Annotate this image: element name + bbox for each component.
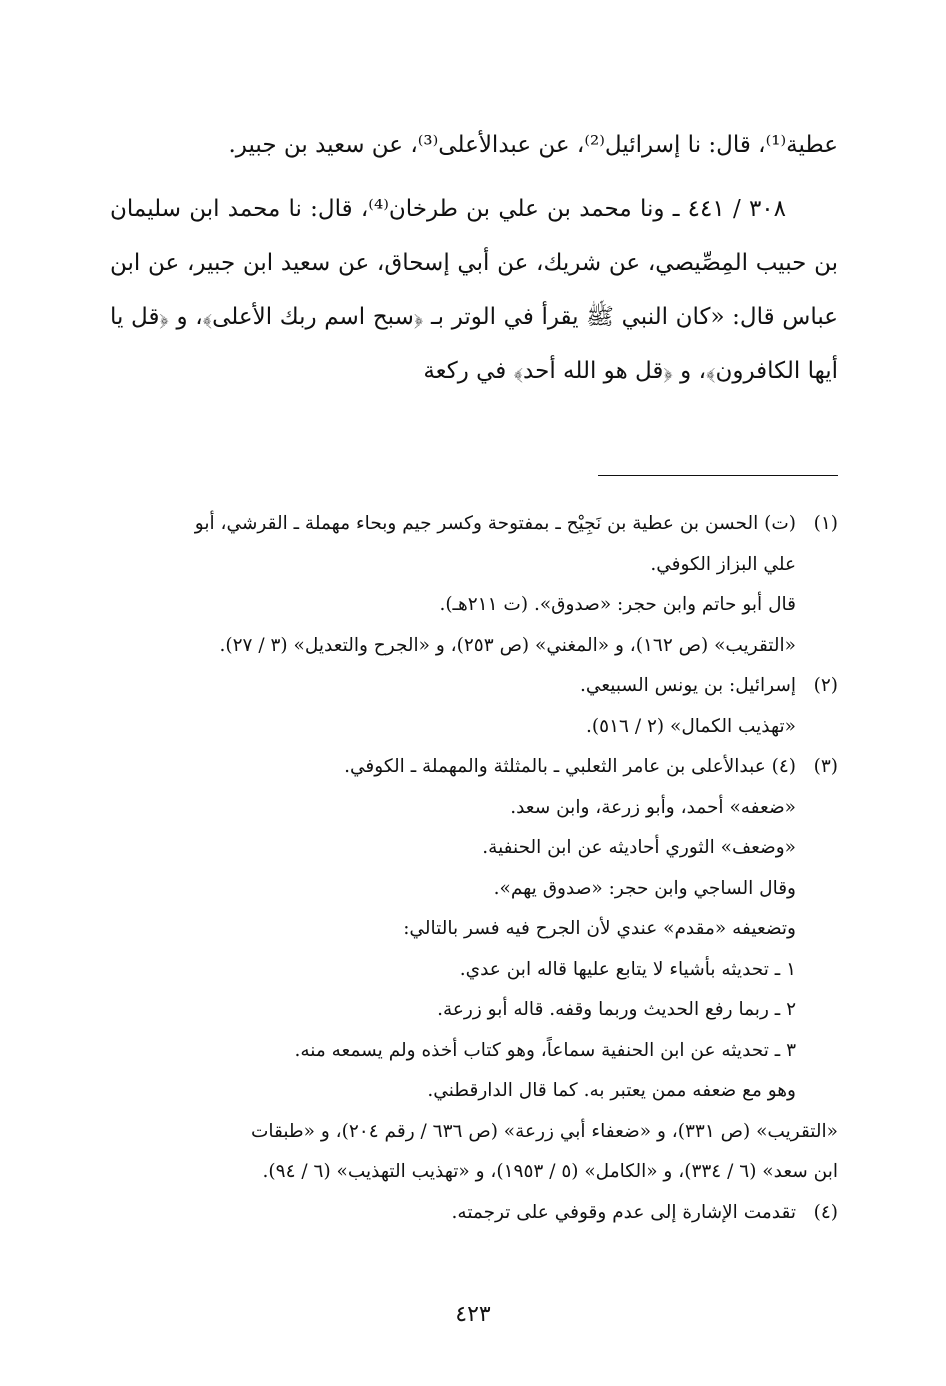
footnote-line: وهو مع ضعفه ممن يعتبر به. كما قال الدارقطني. bbox=[427, 1080, 796, 1101]
footnote-line: إسرائيل: بن يونس السبيعي. bbox=[580, 675, 796, 696]
page-number: ٤٢٣ bbox=[455, 1302, 491, 1327]
footnote-2 bbox=[110, 666, 838, 747]
footnote-line: «التقريب» (ص ٣٣١)، و «ضعفاء أبي زرعة» (ص ٦٣٦ / رقم ٢٠٤)، و «طبقات bbox=[250, 1120, 838, 1142]
footnote-line: ابن سعد» (٦ / ٣٣٤)، و «الكامل» (٥ / ١٩٥٣)، و «تهذيب التهذيب» (٦ / ٩٤). bbox=[262, 1161, 838, 1182]
footnote-number: (٢) bbox=[813, 675, 838, 696]
footnotes bbox=[110, 504, 838, 1233]
main-text bbox=[110, 118, 838, 398]
footnote-number: (١) bbox=[813, 513, 838, 534]
footnote-number: (٣) bbox=[813, 756, 838, 777]
footnote-line: «ضعفه» أحمد، وأبو زرعة، وابن سعد. bbox=[510, 796, 796, 818]
footnote-line: علي البزاز الكوفي. bbox=[650, 553, 796, 575]
footnote-separator bbox=[598, 475, 838, 476]
footnote-line: ١ ـ تحديثه بأشياء لا يتابع عليها قاله ابن عدي. bbox=[459, 958, 796, 980]
footnote-line: وتضعيفه «مقدم» عندي لأن الجرح فيه فسر بالتالي: bbox=[403, 918, 796, 939]
footnote-line: تقدمت الإشارة إلى عدم وقوفي على ترجمته. bbox=[451, 1201, 796, 1223]
footnote-1 bbox=[110, 504, 838, 666]
footnote-line: (٤) عبدالأعلى بن عامر الثعلبي ـ بالمثلثة والمهملة ـ الكوفي. bbox=[344, 756, 796, 777]
hadith-paragraph: ٣٠٨ / ٤٤١ ـ ونا محمد بن علي بن طرخان⁽⁴⁾، قال: نا محمد ابن سليمان بن حبيب المِصِّيصي، عن شريك، عن أبي إسحاق، عن سعيد ابن جبير، عن ابن عباس قال: «كان النبي ﷺ يقرأ في الوتر بـ ﴿سبح اسم ربك الأعلى﴾، و ﴿قل يا أيها الكافرون﴾، و ﴿قل هو الله أحد﴾ في ركعة bbox=[110, 196, 838, 384]
main-text-line1: عطية⁽¹⁾، قال: نا إسرائيل⁽²⁾، عن عبدالأعلى⁽³⁾، عن سعيد بن جبير. bbox=[228, 132, 838, 158]
footnote-line: وقال الساجي وابن حجر: «صدوق يهم». bbox=[493, 877, 796, 899]
footnote-line: ٣ ـ تحديثه عن ابن الحنفية سماعاً، وهو كتاب أخذه ولم يسمعه منه. bbox=[294, 1039, 796, 1061]
footnote-line: «التقريب» (ص ١٦٢)، و «المغني» (ص ٢٥٣)، و «الجرح والتعديل» (٣ / ٢٧). bbox=[219, 634, 796, 656]
footnote-3 bbox=[110, 747, 838, 1193]
footnote-line: «تهذيب الكمال» (٢ / ٥١٦). bbox=[586, 715, 796, 737]
footnote-line: (ت) الحسن بن عطية بن نَجِيْح ـ بمفتوحة وكسر جيم وبحاء مهملة ـ القرشي، أبو bbox=[194, 513, 796, 534]
footnote-number: (٤) bbox=[813, 1201, 838, 1223]
footnote-line: ٢ ـ ربما رفع الحديث وربما وقفه. قاله أبو زرعة. bbox=[437, 999, 796, 1020]
footnote-line: «وضعف» الثوري أحاديثه عن ابن الحنفية. bbox=[482, 837, 796, 858]
footnote-4 bbox=[110, 1193, 838, 1234]
footnote-line: قال أبو حاتم وابن حجر: «صدوق». (ت ٢١١هـ). bbox=[439, 594, 796, 615]
